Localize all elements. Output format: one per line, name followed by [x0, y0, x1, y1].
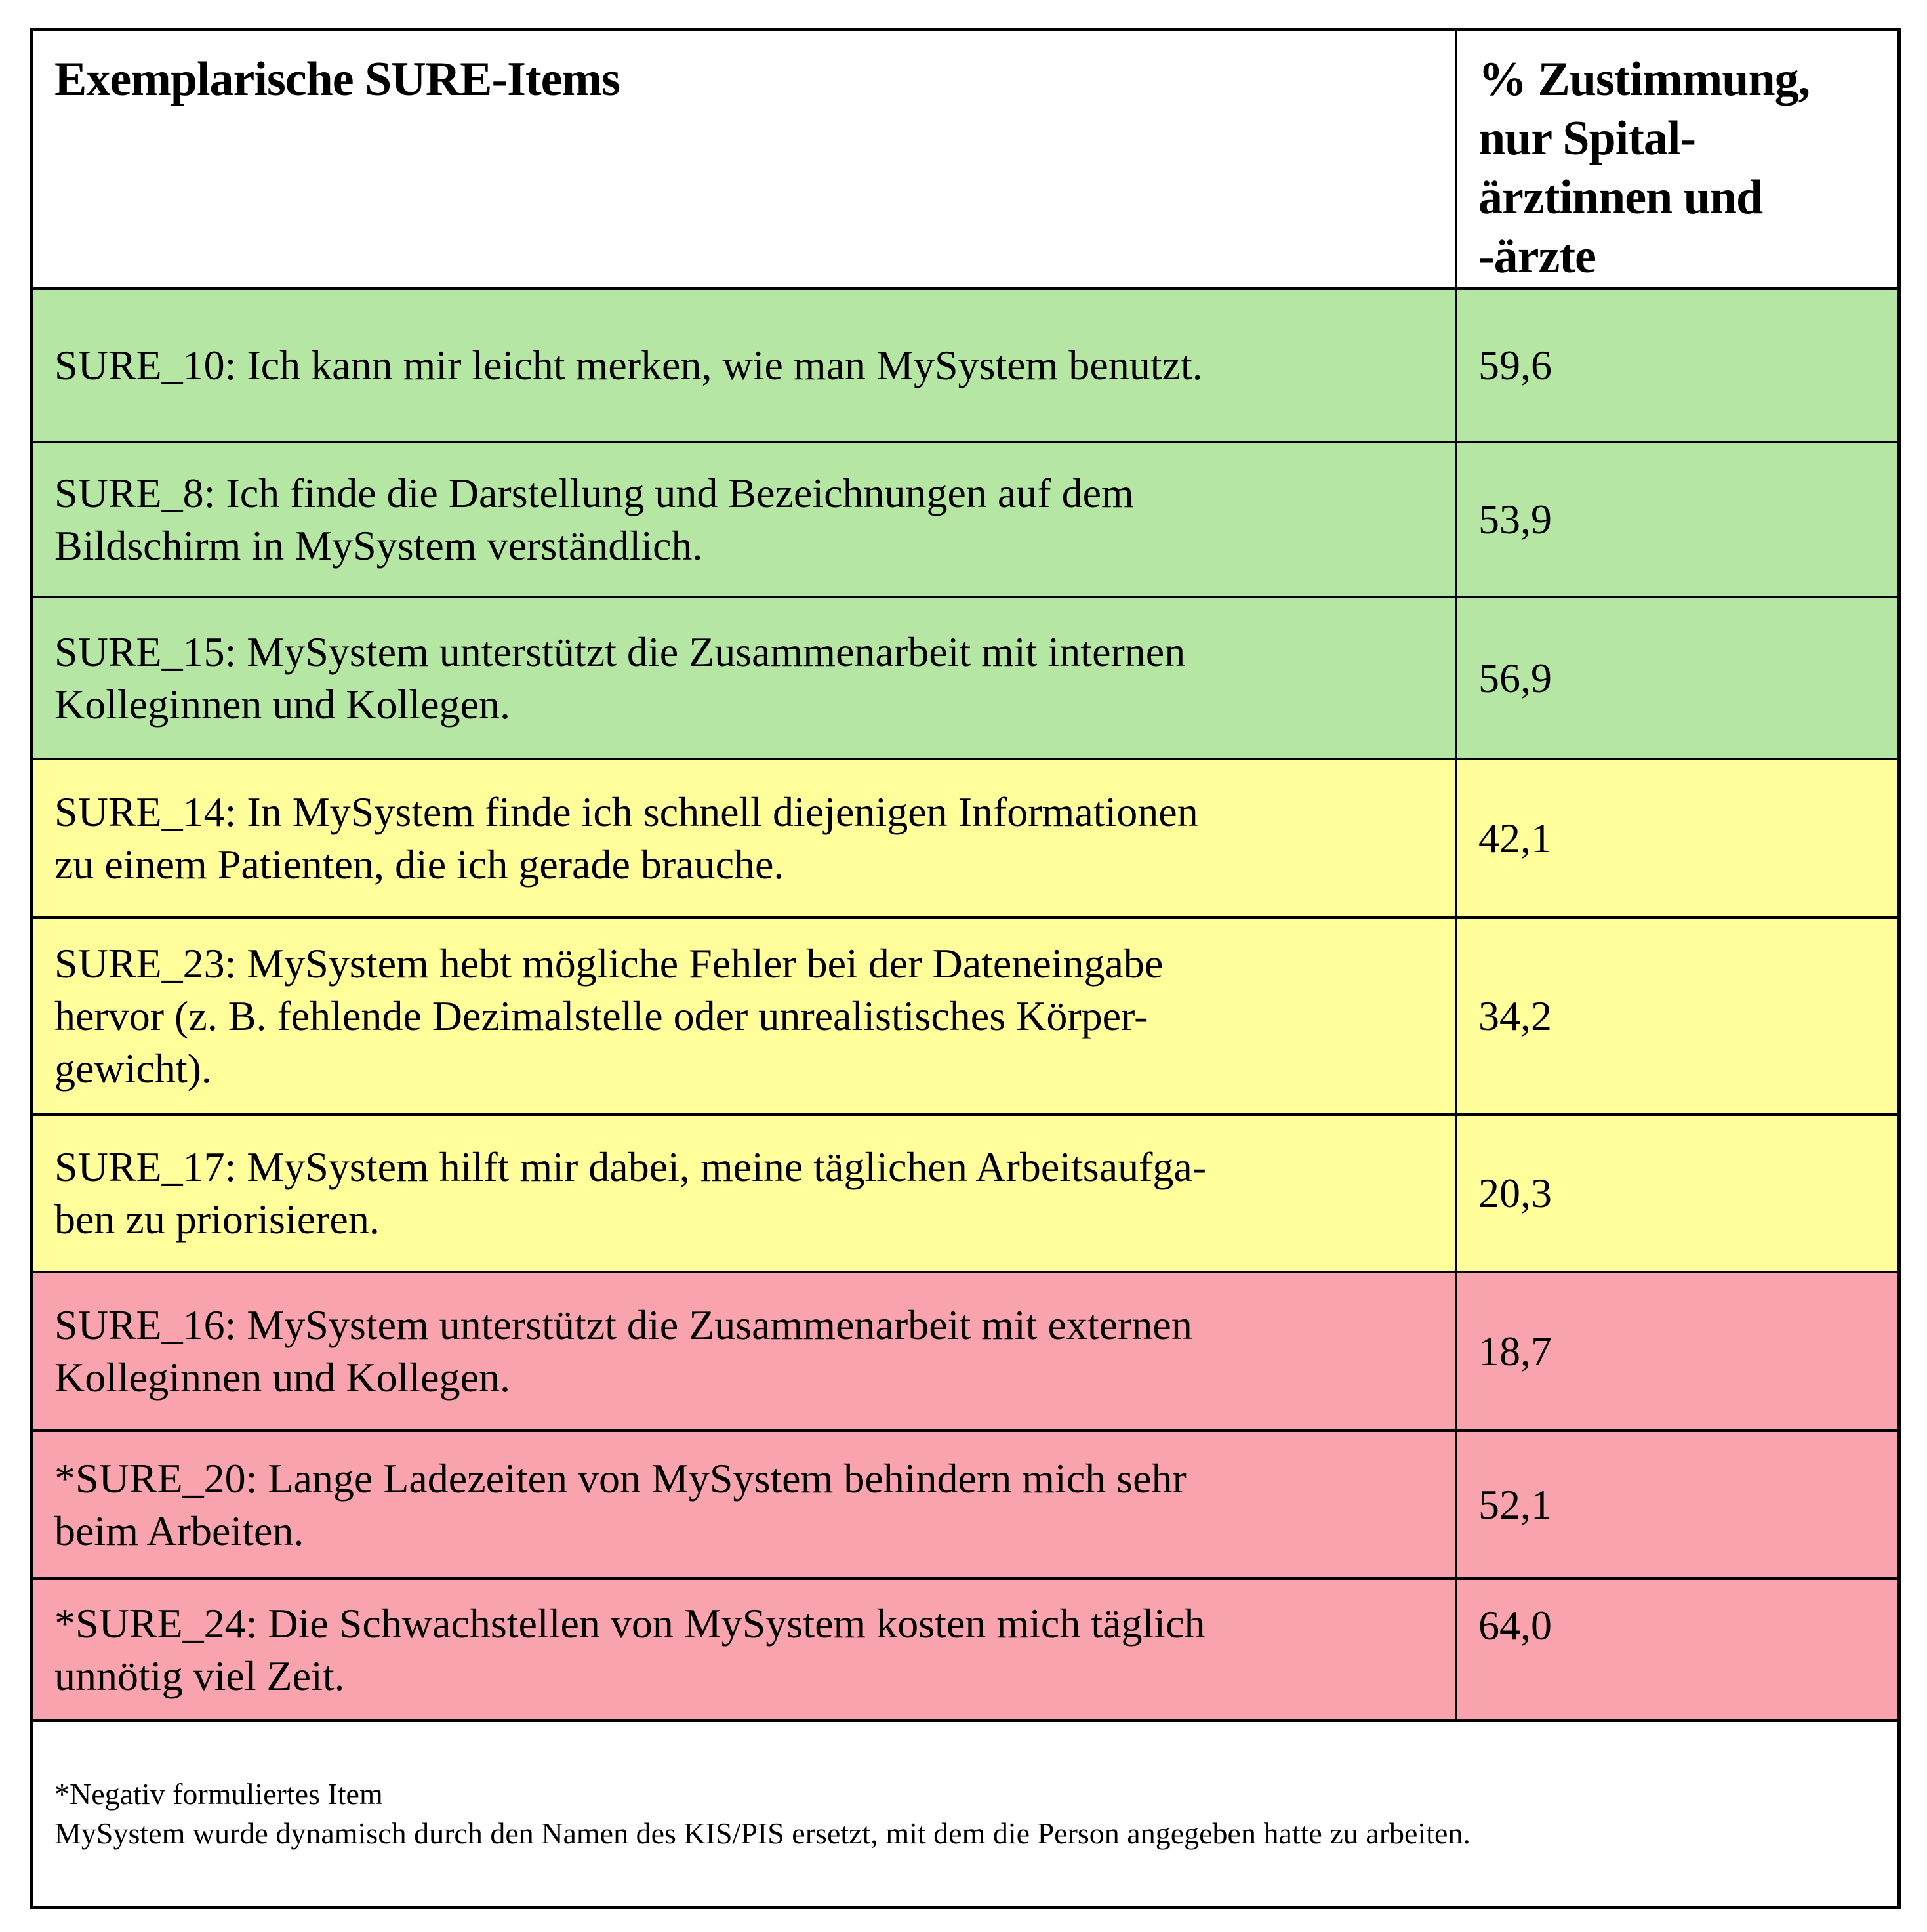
agreement-value: 56,9 [1478, 654, 1552, 701]
item-text: *SURE_24: Die Schwachstellen von MySystem kosten mich täglich unnötig viel Zeit. [54, 1599, 1206, 1699]
table-header [33, 31, 1897, 290]
table-row [33, 443, 1897, 598]
agreement-value: 64,0 [1478, 1602, 1552, 1649]
item-text: SURE_23: MySystem hebt mögliche Fehler bei der Dateneingabe hervor (z. B. fehlende Dezimalstelle oder unrealistisches Körper- gewicht). [54, 940, 1164, 1092]
column-header-items: Exemplarische SURE-Items [54, 52, 620, 106]
agreement-value: 20,3 [1478, 1170, 1552, 1216]
item-text: SURE_16: MySystem unterstützt die Zusammenarbeit mit externen Kolleginnen und Kollegen. [54, 1302, 1192, 1401]
item-text: SURE_17: MySystem hilft mir dabei, meine täglichen Arbeitsaufga- ben zu priorisieren. [54, 1143, 1207, 1243]
table-row [33, 760, 1897, 919]
header-cell-value [1457, 31, 1897, 287]
agreement-value: 52,1 [1478, 1481, 1552, 1528]
agreement-value: 42,1 [1478, 815, 1552, 861]
item-text: *SURE_20: Lange Ladezeiten von MySystem behindern mich sehr beim Arbeiten. [54, 1454, 1187, 1554]
sure-items-table [30, 28, 1901, 1909]
table-row [33, 1580, 1897, 1722]
item-text: SURE_10: Ich kann mir leicht merken, wie man MySystem benutzt. [54, 342, 1203, 388]
footnote-mysystem: MySystem wurde dynamisch durch den Namen des KIS/PIS ersetzt, mit dem die Person angegeben hatte zu arbeiten. [54, 1817, 1471, 1850]
footnote-negative-item: *Negativ formuliertes Item [54, 1777, 383, 1811]
header-cell-item [33, 31, 1457, 287]
item-text: SURE_14: In MySystem finde ich schnell diejenigen Informationen zu einem Patienten, die ich gerade brauche. [54, 789, 1198, 888]
table-row [33, 919, 1897, 1116]
table-row [33, 1432, 1897, 1580]
agreement-value: 53,9 [1478, 496, 1552, 543]
table-row [33, 290, 1897, 443]
agreement-value: 59,6 [1478, 342, 1552, 388]
agreement-value: 34,2 [1478, 993, 1552, 1039]
column-header-agreement: % Zustimmung, nur Spital- ärztinnen und -ärzte [1478, 52, 1810, 283]
table-row [33, 598, 1897, 760]
agreement-value: 18,7 [1478, 1328, 1552, 1374]
item-text: SURE_15: MySystem unterstützt die Zusammenarbeit mit internen Kolleginnen und Kollegen. [54, 628, 1186, 728]
table-row [33, 1116, 1897, 1273]
table-row [33, 1273, 1897, 1432]
item-text: SURE_8: Ich finde die Darstellung und Bezeichnungen auf dem Bildschirm in MySystem verständlich. [54, 470, 1134, 569]
table-footer [33, 1722, 1897, 1906]
